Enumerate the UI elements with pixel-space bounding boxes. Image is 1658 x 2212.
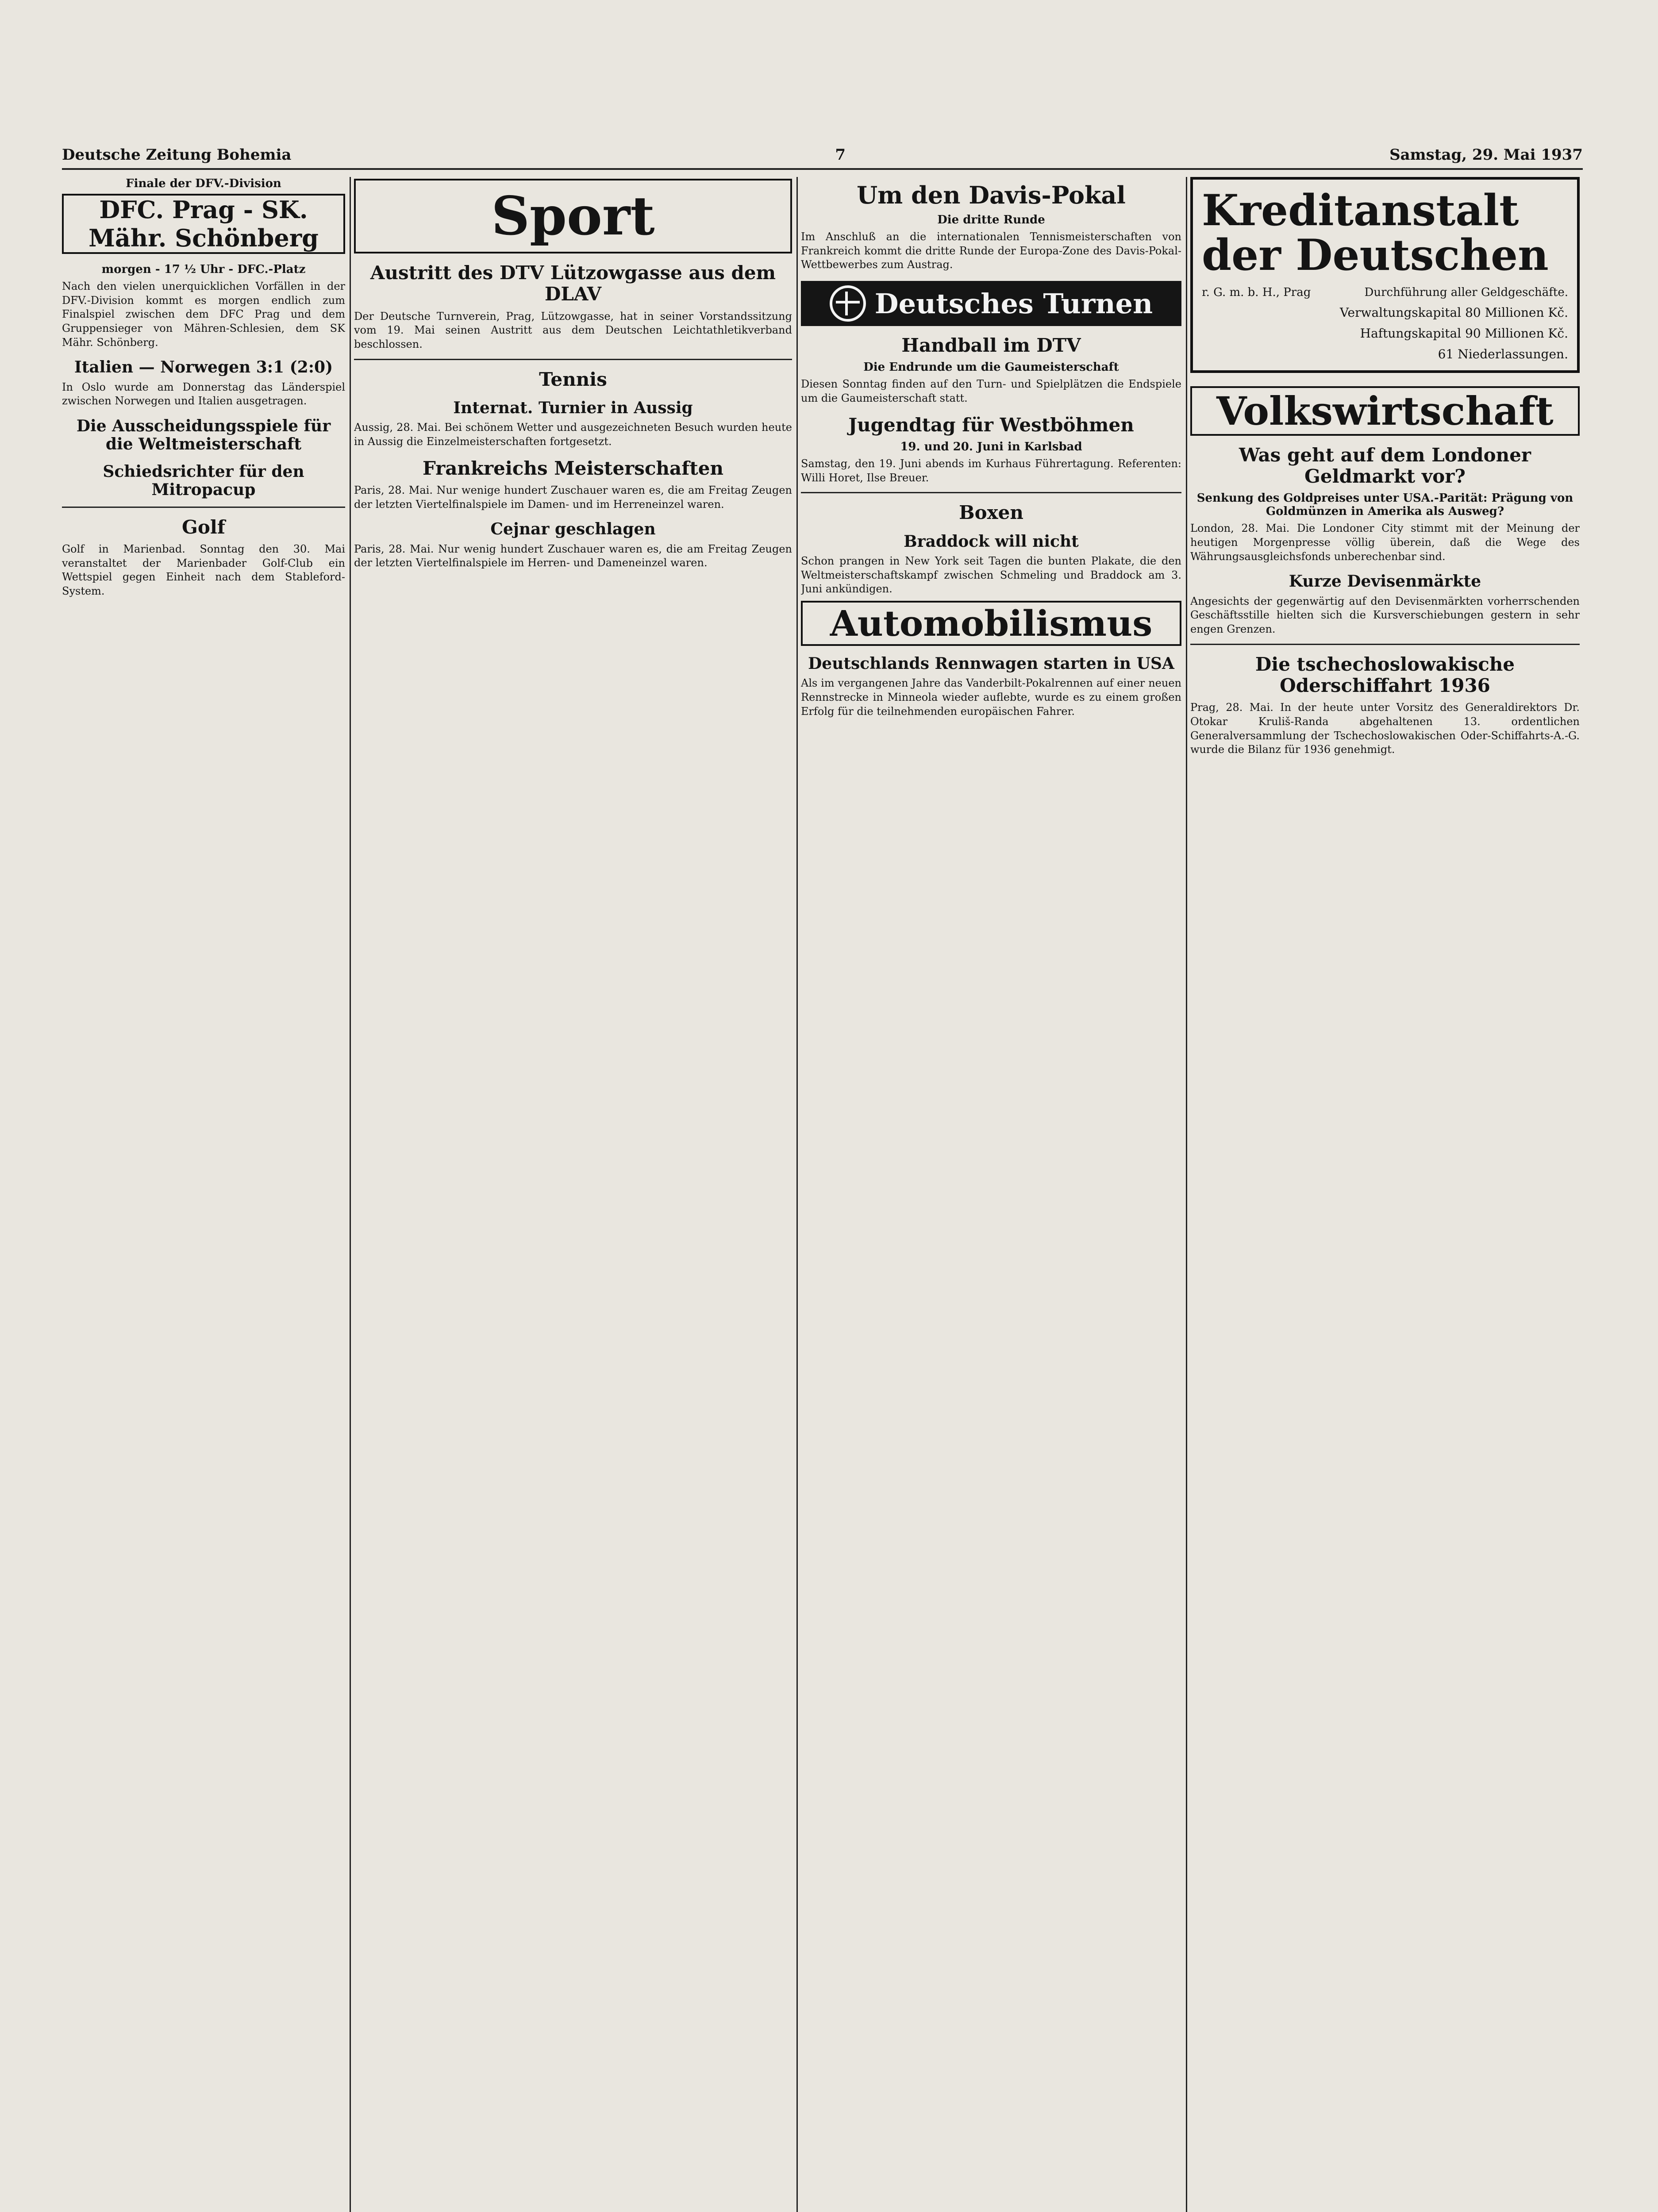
article-text: London, 28. Mai. Die Londoner City stimmt mit der Meinung der heutigen Morgenpresse völlig überein, daß die Wege des Währungsausgleichsfonds unberechenbar sind. <box>1190 522 1580 563</box>
headline-sub: morgen - 17 ½ Uhr - DFC.-Platz <box>101 263 306 276</box>
column-rule <box>1186 177 1187 2212</box>
section-volkswirtschaft: Volkswirtschaft <box>1190 386 1580 436</box>
article-text: Diesen Sonntag finden auf den Turn- und Spielplätzen die Endspiele um die Gaumeisterschaft statt. <box>801 378 1181 405</box>
turner-cross-icon <box>830 285 866 322</box>
column-3 <box>801 177 1181 2212</box>
ad-row <box>1202 286 1568 299</box>
subheading: Italien — Norwegen 3:1 (2:0) <box>74 358 333 377</box>
headline-sub: Senkung des Goldpreises unter USA.-Parität: Prägung von Goldmünzen in Amerika als Ausweg? <box>1196 492 1573 518</box>
advertisement <box>1190 177 1580 373</box>
column-rule <box>796 177 798 2212</box>
page-header <box>62 142 1583 170</box>
article-text: Nach den vielen unerquicklichen Vorfällen in der DFV.-Division kommt es morgen endlich zum Finalspiel zwischen dem DFC Prag und dem Gruppensieger von Mähren-Schlesien, dem SK Mähr. Schönberg. <box>62 280 345 349</box>
headline: Die tschechoslowakische Oderschiffahrt 1936 <box>1255 653 1515 696</box>
column-rule <box>350 177 351 2212</box>
subheading: Die Ausscheidungsspiele für die Weltmeisterschaft <box>76 417 331 454</box>
headline: Braddock will nicht <box>904 532 1079 551</box>
ad-branches: 61 Niederlassungen. <box>1438 346 1568 361</box>
section-automobilismus: Automobilismus <box>801 601 1181 646</box>
column-2 <box>354 177 792 2212</box>
headline-sub: 19. und 20. Juni in Karlsbad <box>900 440 1082 454</box>
headline: Austritt des DTV Lützowgasse aus dem DLAV <box>370 262 776 305</box>
section-sport: Sport <box>354 179 792 253</box>
ad-capital: Verwaltungskapital 80 Millionen Kč. <box>1339 305 1568 320</box>
article-text: Paris, 28. Mai. Nur wenig hundert Zuschauer waren es, die am Freitag Zeugen der letzten Viertelfinalspiele im Herren- und Dameneinzel waren. <box>354 542 792 569</box>
masthead-name: Deutsche Zeitung Bohemia <box>62 146 292 164</box>
headline-final: DFC. Prag - SK. Mähr. Schönberg <box>62 194 345 254</box>
section-boxen: Boxen <box>959 502 1023 524</box>
section-turnen-label: Deutsches Turnen <box>874 287 1153 320</box>
section-tennis: Tennis <box>539 368 607 390</box>
section-turnen <box>801 281 1181 326</box>
divider <box>354 359 792 360</box>
headline: Deutschlands Rennwagen starten in USA <box>808 654 1174 673</box>
headline: Frankreichs Meisterschaften <box>423 457 723 479</box>
headline: Cejnar geschlagen <box>490 520 656 539</box>
headline: Jugendtag für Westböhmen <box>848 414 1134 436</box>
headline: Internat. Turnier in Aussig <box>453 398 693 417</box>
subheading: Kurze Devisenmärkte <box>1289 572 1481 591</box>
article-text: Samstag, den 19. Juni abends im Kurhaus Führertagung. Referenten: Willi Horet, Ilse Breuer. <box>801 457 1181 484</box>
article-text: In Oslo wurde am Donnerstag das Länderspiel zwischen Norwegen und Italien ausgetragen. <box>62 380 345 407</box>
page-number: 7 <box>835 146 846 164</box>
ad-legal-form: r. G. m. b. H., Prag <box>1202 285 1311 299</box>
section-golf: Golf <box>182 516 225 538</box>
article-text: Der Deutsche Turnverein, Prag, Lützowgasse, hat in seiner Vorstandssitzung vom 19. Mai seinen Austritt aus dem Deutschen Leichtathletikverband beschlossen. <box>354 310 792 350</box>
article-text: Schon prangen in New York seit Tagen die bunten Plakate, die den Weltmeisterschaftskampf zwischen Schmeling und Braddock am 3. Juni ankündigen. <box>801 555 1181 595</box>
kicker: Finale der DFV.-Division <box>126 177 281 190</box>
article-text: Prag, 28. Mai. In der heute unter Vorsitz des Generaldirektors Dr. Otokar Kruliš-Randa abgehaltenen 13. ordentlichen Generalversammlung der Tschechoslowakischen Oder-Schiffahrts-A.-G. wurde die Bilanz für 1936 genehmigt. <box>1190 701 1580 756</box>
headline-davis: Um den Davis-Pokal <box>857 181 1126 209</box>
article-text: Golf in Marienbad. Sonntag den 30. Mai veranstaltet der Marienbader Golf-Club ein Wettspiel gegen Einheit nach dem Stableford-System. <box>62 542 345 597</box>
headline-sub: Die dritte Runde <box>937 213 1045 227</box>
headline: Was geht auf dem Londoner Geldmarkt vor? <box>1239 444 1531 487</box>
article-text: Im Anschluß an die internationalen Tennismeisterschaften von Frankreich kommt die dritte Runde der Europa-Zone des Davis-Pokal-Wettbewerbes zum Austrag. <box>801 230 1181 271</box>
subheading: Schiedsrichter für den Mitropacup <box>103 462 304 499</box>
issue-date: Samstag, 29. Mai 1937 <box>1389 146 1583 164</box>
article-text: Angesichts der gegenwärtig auf den Devisenmärkten vorherrschenden Geschäftsstille hielten sich die Kursverschiebungen gestern in sehr engen Grenzen. <box>1190 595 1580 635</box>
article-text: Paris, 28. Mai. Nur wenige hundert Zuschauer waren es, die am Freitag Zeugen der letzten Viertelfinalspiele im Damen- und im Herreneinzel waren. <box>354 484 792 511</box>
headline-sub: Die Endrunde um die Gaumeisterschaft <box>863 361 1119 374</box>
article-text: Aussig, 28. Mai. Bei schönem Wetter und ausgezeichneten Besuch wurden heute in Aussig die Einzelmeisterschaften fortgesetzt. <box>354 421 792 448</box>
article-text: Als im vergangenen Jahre das Vanderbilt-Pokalrennen auf einer neuen Rennstrecke in Minneola wieder auflebte, wurde es zu einem großen Erfolg für die teilnehmenden europäischen Fahrer. <box>801 677 1181 718</box>
ad-services: Durchführung aller Geldgeschäfte. <box>1364 285 1568 299</box>
headline: Handball im DTV <box>901 334 1081 357</box>
divider <box>801 492 1181 493</box>
divider <box>1190 644 1580 645</box>
column-1 <box>62 177 345 2212</box>
divider <box>62 507 345 508</box>
ad-liability: Haftungskapital 90 Millionen Kč. <box>1360 326 1568 341</box>
column-4 <box>1190 177 1580 2212</box>
ad-bank-name: Kreditanstalt der Deutschen <box>1202 185 1549 280</box>
